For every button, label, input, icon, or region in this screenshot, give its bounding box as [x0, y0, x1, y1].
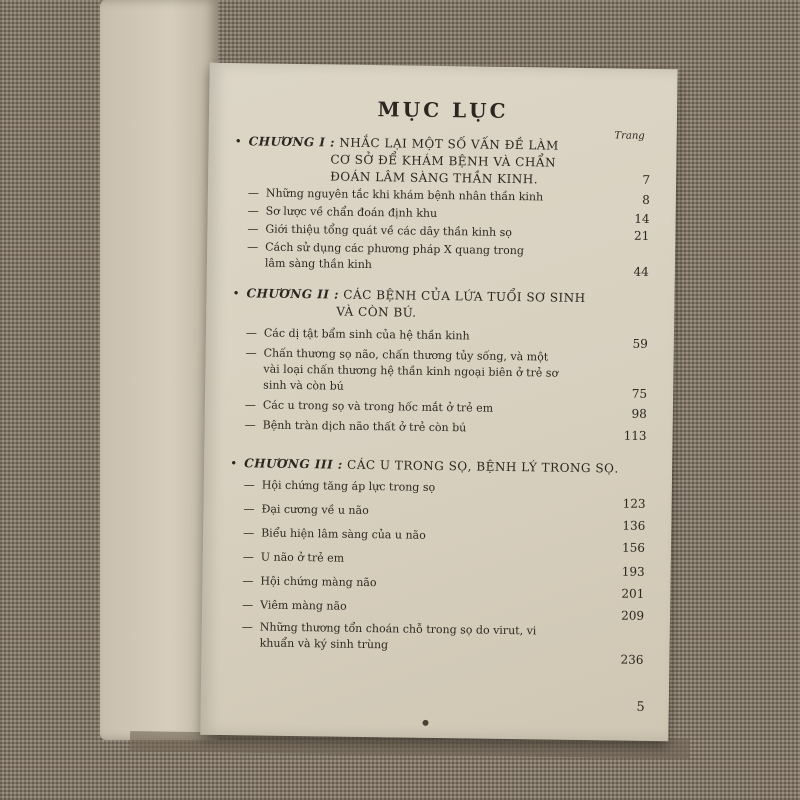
entry-text: Các dị tật bẩm sinh của hệ thần kinh — [263, 326, 470, 343]
chapter-title-line: NHẮC LẠI MỘT SỐ VẤN ĐỀ LÀM — [339, 135, 559, 153]
toc-entry: — Chấn thương sọ não, chấn thương tủy sống, và một vài loại chấn thương hệ thần kinh ngoại biên ở trẻ sơ sinh và còn bú — [245, 346, 559, 393]
entry-page-number: 136 — [622, 518, 646, 533]
entry-page-number: 113 — [623, 428, 647, 443]
entry-text: Viêm màng não — [260, 598, 347, 613]
toc-entry: — Đại cương về u não — [243, 502, 369, 518]
chapter-title-line: CƠ SỞ ĐỂ KHÁM BỆNH VÀ CHẨN — [330, 152, 557, 170]
entry-page-number: 201 — [621, 586, 645, 601]
chapter-1-heading — [234, 133, 559, 188]
entry-page-number: 75 — [631, 386, 648, 401]
chapter-number: CHƯƠNG I : — [248, 134, 336, 150]
entry-text: Chấn thương sọ não, chấn thương tủy sống, và một vài loại chấn thương hệ thần kinh ngoại biên ở trẻ sơ sinh và còn bú — [263, 346, 559, 393]
chapter-number: CHƯƠNG II : — [246, 286, 340, 302]
entry-page-number: 8 — [642, 192, 650, 207]
entry-text: Sơ lược về chẩn đoán định khu — [265, 204, 438, 220]
chapter-3-heading — [230, 455, 619, 477]
entry-text: Cách sử dụng các phương pháp X quang trong lâm sàng thần kinh — [264, 240, 525, 272]
entry-page-number: 123 — [622, 496, 646, 511]
entry-text: Những nguyên tắc khi khám bệnh nhân thần kinh — [265, 186, 544, 204]
chapter-title-line: ĐOÁN LÂM SÀNG THẦN KINH. — [330, 169, 539, 187]
toc-entry: — Các dị tật bẩm sinh của hệ thần kinh — [245, 326, 470, 343]
toc-page — [200, 63, 677, 741]
page-number: 5 — [636, 699, 645, 715]
entry-text: Giới thiệu tổng quát về các dây thần kinh sọ — [265, 222, 513, 240]
entry-page-number: 14 — [634, 211, 650, 226]
toc-entry: — U não ở trẻ em — [242, 550, 345, 565]
chapter-2-heading — [232, 285, 586, 324]
chapter-title-line: CÁC BỆNH CỦA LỨA TUỔI SƠ SINH — [343, 287, 586, 306]
entry-text: Hội chứng màng não — [260, 574, 377, 590]
left-page — [100, 0, 218, 740]
entry-text: Biểu hiện lâm sàng của u não — [261, 526, 426, 542]
entry-text: Những thương tổn choán chỗ trong sọ do virut, vi khuẩn và ký sinh trùng — [259, 620, 537, 652]
bullet-icon: • — [232, 286, 241, 301]
entry-page-number: 193 — [621, 564, 645, 579]
toc-entry: — Hội chứng tăng áp lực trong sọ — [243, 478, 436, 494]
bullet-icon: • — [230, 456, 238, 471]
page-column-label: Trang — [614, 130, 645, 142]
binding-hole — [422, 720, 428, 726]
chapter-title-line: CÁC U TRONG SỌ, BỆNH LÝ TRONG SỌ. — [347, 457, 619, 476]
toc-entry: — Những thương tổn choán chỗ trong sọ do virut, vi khuẩn và ký sinh trùng — [241, 620, 537, 652]
toc-entry: — Viêm màng não — [242, 598, 347, 613]
page-title: MỤC LỤC — [377, 97, 509, 123]
entry-text: U não ở trẻ em — [260, 550, 345, 565]
entry-page-number: 156 — [621, 540, 646, 555]
toc-entry: — Bệnh tràn dịch não thất ở trẻ còn bú — [244, 418, 467, 435]
entry-text: Bệnh tràn dịch não thất ở trẻ còn bú — [262, 418, 467, 435]
entry-text: Hội chứng tăng áp lực trong sọ — [261, 478, 436, 494]
toc-entry: — Hội chứng màng não — [242, 574, 377, 590]
toc-entry: — Những nguyên tắc khi khám bệnh nhân thần kinh — [247, 186, 544, 204]
entry-page-number: 59 — [632, 336, 648, 351]
entry-text: Các u trong sọ và trong hốc mắt ở trẻ em — [262, 398, 494, 415]
entry-page-number: 209 — [621, 608, 645, 623]
entry-page-number: 21 — [633, 228, 650, 243]
bullet-icon: • — [234, 134, 243, 149]
entry-page-number: 98 — [631, 406, 647, 421]
chapter-page-number: 7 — [642, 172, 651, 187]
entry-page-number: 236 — [620, 652, 644, 667]
toc-entry: — Cách sử dụng các phương pháp X quang trong lâm sàng thần kinh — [247, 240, 525, 272]
chapter-number: CHƯƠNG III : — [244, 456, 343, 472]
entry-page-number: 44 — [633, 264, 649, 279]
toc-entry: — Giới thiệu tổng quát về các dây thần kinh sọ — [247, 222, 513, 240]
entry-text: Đại cương về u não — [261, 502, 369, 518]
toc-entry: — Biểu hiện lâm sàng của u não — [243, 526, 426, 542]
toc-entry: — Các u trong sọ và trong hốc mắt ở trẻ em — [244, 398, 494, 415]
toc-entry: — Sơ lược về chẩn đoán định khu — [247, 204, 438, 220]
chapter-title-line: VÀ CÒN BÚ. — [336, 304, 417, 320]
